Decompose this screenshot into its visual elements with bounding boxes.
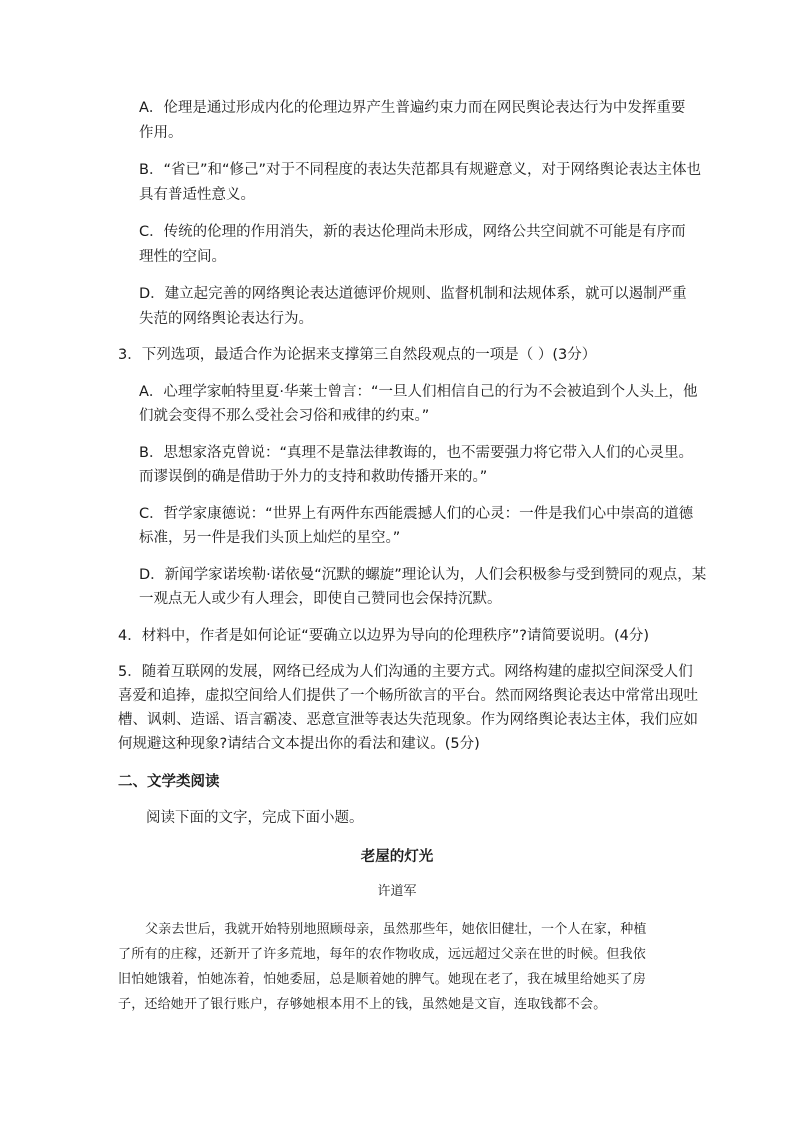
q2-option-a-line2: 作用。 bbox=[139, 125, 183, 141]
article-title: 老屋的灯光 bbox=[360, 848, 434, 865]
q4-stem: 4．材料中，作者是如何论证“要确立以边界为导向的伦理秩序”?请简要说明。(4分) bbox=[118, 628, 649, 644]
q2-option-b-line1: B．“省已”和“修己”对于不同程度的表达失范都具有规避意义，对于网络舆论表达主体也 bbox=[139, 162, 701, 178]
q3-option-d-line1: D．新闻学家诺埃勒·诺依曼“沉默的螺旋”理论认为，人们会积极参与受到赞同的观点，某 bbox=[139, 567, 707, 583]
section-instruction: 阅读下面的文字，完成下面小题。 bbox=[146, 810, 364, 826]
article-paragraph-line1: 父亲去世后，我就开始特别地照顾母亲，虽然那些年，她依旧健壮，一个人在家，种植 bbox=[145, 922, 647, 937]
section-heading: 二、文学类阅读 bbox=[118, 774, 220, 790]
q2-option-d-line1: D．建立起完善的网络舆论表达道德评价规则、监督机制和法规体系，就可以遏制严重 bbox=[139, 286, 687, 302]
q3-option-d-line2: 一观点无人或少有人理会，即使自己赞同也会保持沉默。 bbox=[139, 591, 502, 607]
q5-line2: 喜爱和追捧，虚拟空间给人们提供了一个畅所欲言的平台。然而网络舆论表达中常常出现吐 bbox=[118, 688, 698, 704]
q3-option-b-line2: 而谬误倒的确是借助于外力的支持和救助传播开来的。” bbox=[139, 469, 488, 485]
q5-line4: 何规避这种现象?请结合文本提出你的看法和建议。(5分) bbox=[118, 736, 480, 752]
article-paragraph-line4: 子，还给她开了银行账户，存够她根本用不上的钱，虽然她是文盲，连取钱都不会。 bbox=[118, 997, 607, 1012]
q5-line3: 槽、讽刺、造谣、语言霸凌、恶意宣泄等表达失范现象。作为网络舆论表达主体，我们应如 bbox=[118, 712, 698, 728]
q2-option-b-line2: 具有普适性意义。 bbox=[139, 187, 255, 203]
q5-line1: 5．随着互联网的发展，网络已经成为人们沟通的主要方式。网络构建的虚拟空间深受人们 bbox=[118, 664, 693, 680]
q3-option-a-line1: A．心理学家帕特里夏·华莱士曾言：“一旦人们相信自己的行为不会被追到个人头上，他 bbox=[139, 384, 698, 400]
q3-option-b-line1: B．思想家洛克曾说：“真理不是靠法律教诲的，也不需要强力将它带入人们的心灵里。 bbox=[139, 445, 693, 461]
q2-option-a-line1: A．伦理是通过形成内化的伦理边界产生普遍约束力而在网民舆论表达行为中发挥重要 bbox=[139, 100, 686, 116]
q2-option-c-line1: C．传统的伦理的作用消失，新的表达伦理尚未形成，网络公共空间就不可能是有序而 bbox=[139, 224, 686, 240]
q3-option-a-line2: 们就会变得不那么受社会习俗和戒律的约束。” bbox=[139, 408, 430, 424]
article-paragraph-line3: 旧怕她饿着，怕她冻着，怕她委屈，总是顺着她的脾气。她现在老了，我在城里给她买了房 bbox=[118, 972, 647, 987]
q3-option-c-line1: C．哲学家康德说：“世界上有两件东西能震撼人们的心灵：一件是我们心中崇高的道德 bbox=[139, 506, 694, 522]
article-paragraph-line2: 了所有的庄稼，还新开了许多荒地，每年的农作物收成，远远超过父亲在世的时候。但我依 bbox=[118, 947, 647, 962]
q2-option-c-line2: 理性的空间。 bbox=[139, 249, 226, 265]
q3-stem: 3．下列选项，最适合作为论据来支撑第三自然段观点的一项是（ ）(3分） bbox=[118, 347, 597, 363]
q2-option-d-line2: 失范的网络舆论表达行为。 bbox=[139, 311, 313, 327]
q3-option-c-line2: 标准，另一件是我们头顶上灿烂的星空。” bbox=[139, 530, 401, 546]
article-author: 许道军 bbox=[377, 884, 417, 899]
